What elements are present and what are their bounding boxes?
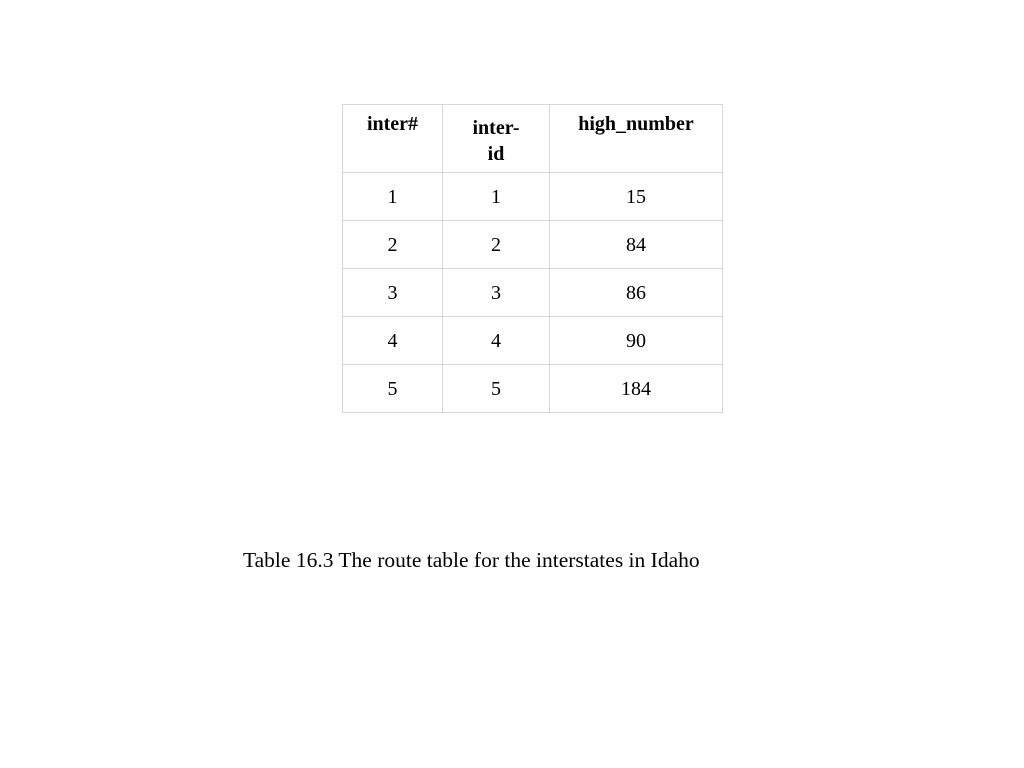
cell-high-number: 90 (550, 317, 723, 365)
column-header-high-number: high_number (550, 105, 723, 173)
cell-high-number: 184 (550, 365, 723, 413)
cell-inter-number: 4 (343, 317, 443, 365)
cell-inter-number: 5 (343, 365, 443, 413)
table-row (343, 173, 723, 221)
route-table (342, 104, 723, 413)
cell-inter-number: 2 (343, 221, 443, 269)
header-row (343, 105, 723, 173)
cell-high-number: 86 (550, 269, 723, 317)
table-row (343, 365, 723, 413)
column-header-inter-id (443, 105, 550, 173)
cell-inter-id: 5 (443, 365, 550, 413)
cell-high-number: 15 (550, 173, 723, 221)
table-row (343, 269, 723, 317)
cell-inter-id: 1 (443, 173, 550, 221)
cell-inter-id: 2 (443, 221, 550, 269)
cell-inter-id: 3 (443, 269, 550, 317)
cell-high-number: 84 (550, 221, 723, 269)
column-header-inter-number: inter# (343, 105, 443, 173)
table-row (343, 317, 723, 365)
column-header-inter-id-label: inter-id (472, 117, 520, 165)
cell-inter-number: 3 (343, 269, 443, 317)
cell-inter-id: 4 (443, 317, 550, 365)
table-row (343, 221, 723, 269)
cell-inter-number: 1 (343, 173, 443, 221)
table-caption: Table 16.3 The route table for the interstates in Idaho (243, 548, 700, 572)
